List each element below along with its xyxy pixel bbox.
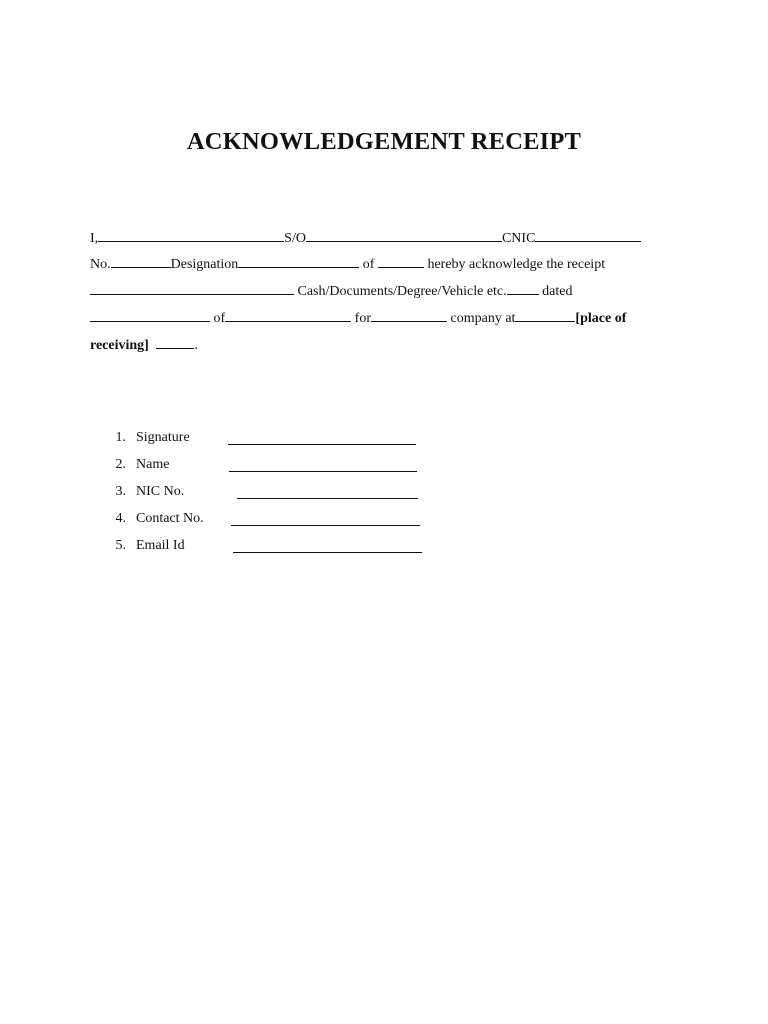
designation-blank[interactable]: [238, 253, 359, 268]
of-blank[interactable]: [225, 307, 351, 322]
text-dated: dated: [542, 284, 573, 299]
quantity-blank[interactable]: [507, 280, 539, 295]
place-blank[interactable]: [515, 307, 575, 322]
paragraph-line-1: [90, 227, 660, 247]
paragraph-line-2: [90, 253, 660, 273]
text-cnic: CNIC: [501, 231, 536, 246]
receiving-blank[interactable]: [156, 334, 194, 349]
text-for: for: [354, 311, 371, 326]
contact-line[interactable]: [231, 511, 420, 526]
father-name-blank[interactable]: [306, 227, 502, 242]
nic-line[interactable]: [237, 484, 418, 499]
organization-blank[interactable]: [378, 253, 424, 268]
text-of-2: of: [213, 311, 226, 326]
cnic-number-blank[interactable]: [111, 253, 171, 268]
item-label: Signature: [136, 430, 190, 445]
item-number: 3.: [115, 484, 126, 499]
text-place-of: [place of: [575, 311, 627, 326]
text-i: I,: [90, 231, 99, 246]
purpose-blank[interactable]: [371, 307, 447, 322]
receipt-item-blank[interactable]: [90, 280, 294, 295]
text-designation: Designation: [170, 257, 239, 272]
text-no: No.: [90, 257, 111, 272]
text-of-1: of: [362, 257, 375, 272]
item-number: 1.: [115, 430, 126, 445]
signature-line[interactable]: [228, 430, 416, 445]
text-period: .: [194, 338, 198, 353]
text-receiving: receiving]: [90, 338, 149, 353]
name-blank[interactable]: [98, 227, 284, 242]
paragraph-line-3: [90, 280, 660, 300]
item-number: 5.: [115, 538, 126, 553]
text-acknowledge: hereby acknowledge the receipt: [427, 257, 606, 272]
item-label: Email Id: [136, 538, 185, 553]
text-so: S/O: [284, 231, 306, 246]
item-label: NIC No.: [136, 484, 185, 499]
cnic-blank[interactable]: [535, 227, 641, 242]
item-number: 2.: [115, 457, 126, 472]
paragraph-line-5: [90, 334, 660, 354]
email-line[interactable]: [233, 538, 422, 553]
item-label: Contact No.: [136, 511, 204, 526]
item-number: 4.: [115, 511, 126, 526]
name-line[interactable]: [229, 457, 417, 472]
item-label: Name: [136, 457, 170, 472]
date-blank[interactable]: [90, 307, 210, 322]
document-title: ACKNOWLEDGEMENT RECEIPT: [186, 128, 582, 155]
paragraph-line-4: [90, 307, 660, 327]
text-items: Cash/Documents/Degree/Vehicle etc.: [297, 284, 507, 299]
text-company-at: company at: [450, 311, 516, 326]
